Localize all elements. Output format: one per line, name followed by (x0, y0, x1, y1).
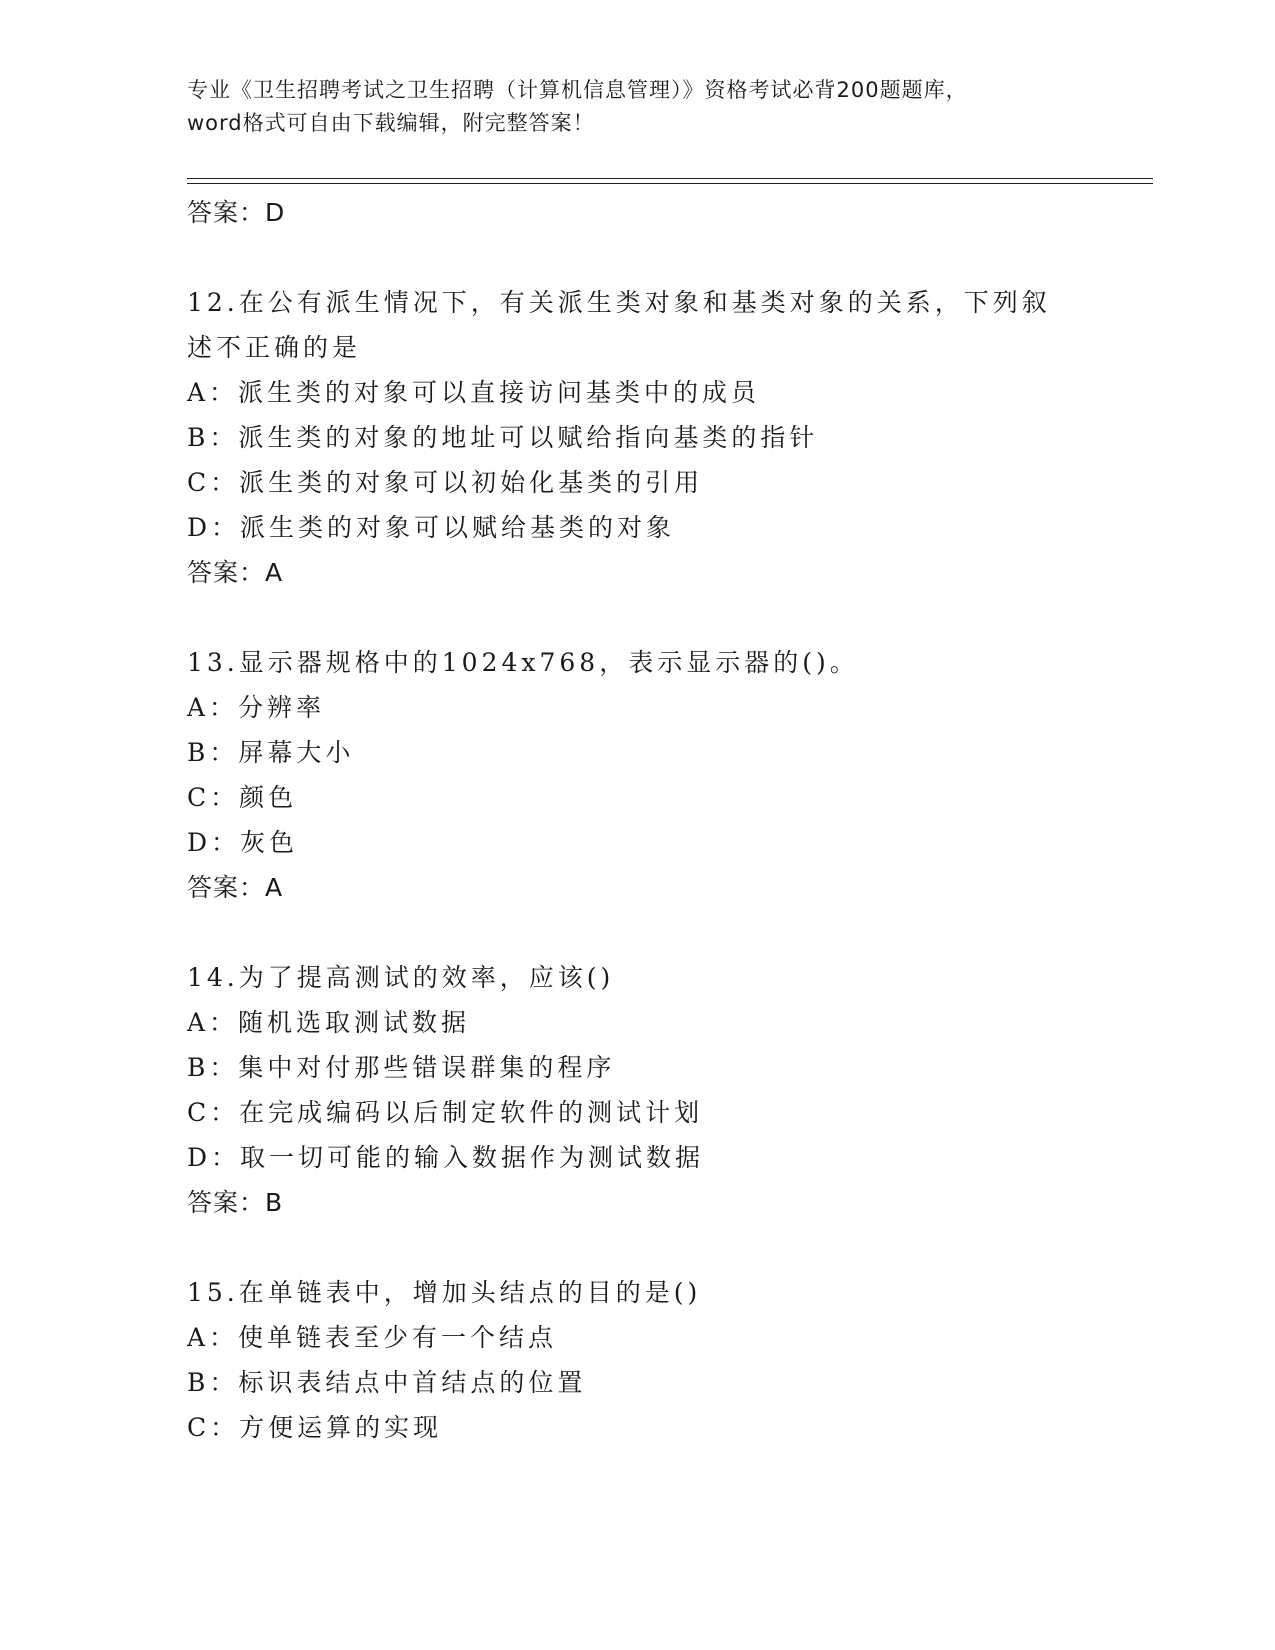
question-14 (187, 955, 1087, 1226)
option-c: C：颜色 (187, 783, 298, 812)
question-text: 15.在单链表中，增加头结点的目的是() (187, 1278, 702, 1307)
answer-line: 答案：A (187, 558, 284, 587)
question-text: 13.显示器规格中的1024x768，表示显示器的()。 (187, 648, 859, 677)
option-c: C：在完成编码以后制定软件的测试计划 (187, 1098, 704, 1127)
question-15 (187, 1270, 1087, 1450)
option-a: A：使单链表至少有一个结点 (187, 1323, 558, 1352)
option-b: B：标识表结点中首结点的位置 (187, 1368, 587, 1397)
header-rule-top (187, 178, 1153, 179)
option-d: D：灰色 (187, 828, 299, 857)
header-line-1: 专业《卫生招聘考试之卫生招聘（计算机信息管理）》资格考试必背200题题库， (187, 78, 968, 102)
header-rule-bottom (187, 183, 1153, 184)
page-header (187, 74, 1087, 140)
option-c: C：派生类的对象可以初始化基类的引用 (187, 468, 704, 497)
answer-line: 答案：D (187, 198, 286, 227)
question-text: 14.为了提高测试的效率，应该() (187, 963, 615, 992)
question-text: 12.在公有派生情况下，有关派生类对象和基类对象的关系，下列叙述不正确的是 (187, 288, 1051, 362)
option-d: D：派生类的对象可以赋给基类的对象 (187, 513, 676, 542)
option-a: A：随机选取测试数据 (187, 1008, 471, 1037)
answer-line: 答案：B (187, 1188, 284, 1217)
header-line-2: word格式可自由下载编辑，附完整答案！ (187, 111, 595, 135)
option-d: D：取一切可能的输入数据作为测试数据 (187, 1143, 705, 1172)
option-a: A：派生类的对象可以直接访问基类中的成员 (187, 378, 761, 407)
question-13 (187, 640, 1087, 911)
question-12 (187, 280, 1087, 596)
option-b: B：屏幕大小 (187, 738, 355, 767)
option-c: C：方便运算的实现 (187, 1413, 443, 1442)
option-b: B：派生类的对象的地址可以赋给指向基类的指针 (187, 423, 819, 452)
answer-line: 答案：A (187, 873, 284, 902)
option-a: A：分辨率 (187, 693, 326, 722)
question-list (187, 190, 1087, 1450)
option-b: B：集中对付那些错误群集的程序 (187, 1053, 616, 1082)
